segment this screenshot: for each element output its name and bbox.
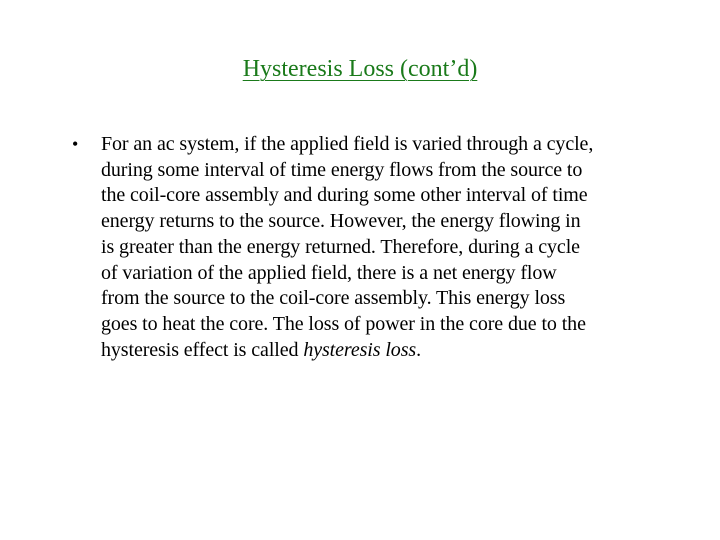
- text-line: energy returns to the source. However, the energy flowing in: [101, 210, 581, 233]
- text-line-last: [101, 338, 662, 364]
- text-line: For an ac system, if the applied field is varied through a cycle,: [101, 133, 594, 155]
- text-line: the coil-core assembly and during some other interval of time: [101, 184, 588, 207]
- slide-title: Hysteresis Loss (cont’d): [242, 56, 478, 82]
- bullet-icon: •: [72, 134, 79, 154]
- text-line: from the source to the coil-core assembly. This energy loss: [101, 287, 566, 310]
- text-line: goes to heat the core. The loss of power in the core due to the: [101, 312, 586, 335]
- text-line-suffix: .: [416, 338, 421, 361]
- emphasized-term: hysteresis loss: [303, 338, 417, 361]
- text-line-prefix: hysteresis effect is called: [101, 338, 304, 361]
- text-line: is greater than the energy returned. Therefore, during a cycle: [101, 235, 580, 258]
- bullet-list: [72, 132, 662, 363]
- bullet-item: [72, 132, 662, 363]
- text-line: during some interval of time energy flows from the source to: [101, 158, 583, 181]
- text-line: of variation of the applied field, there is a net energy flow: [101, 261, 557, 284]
